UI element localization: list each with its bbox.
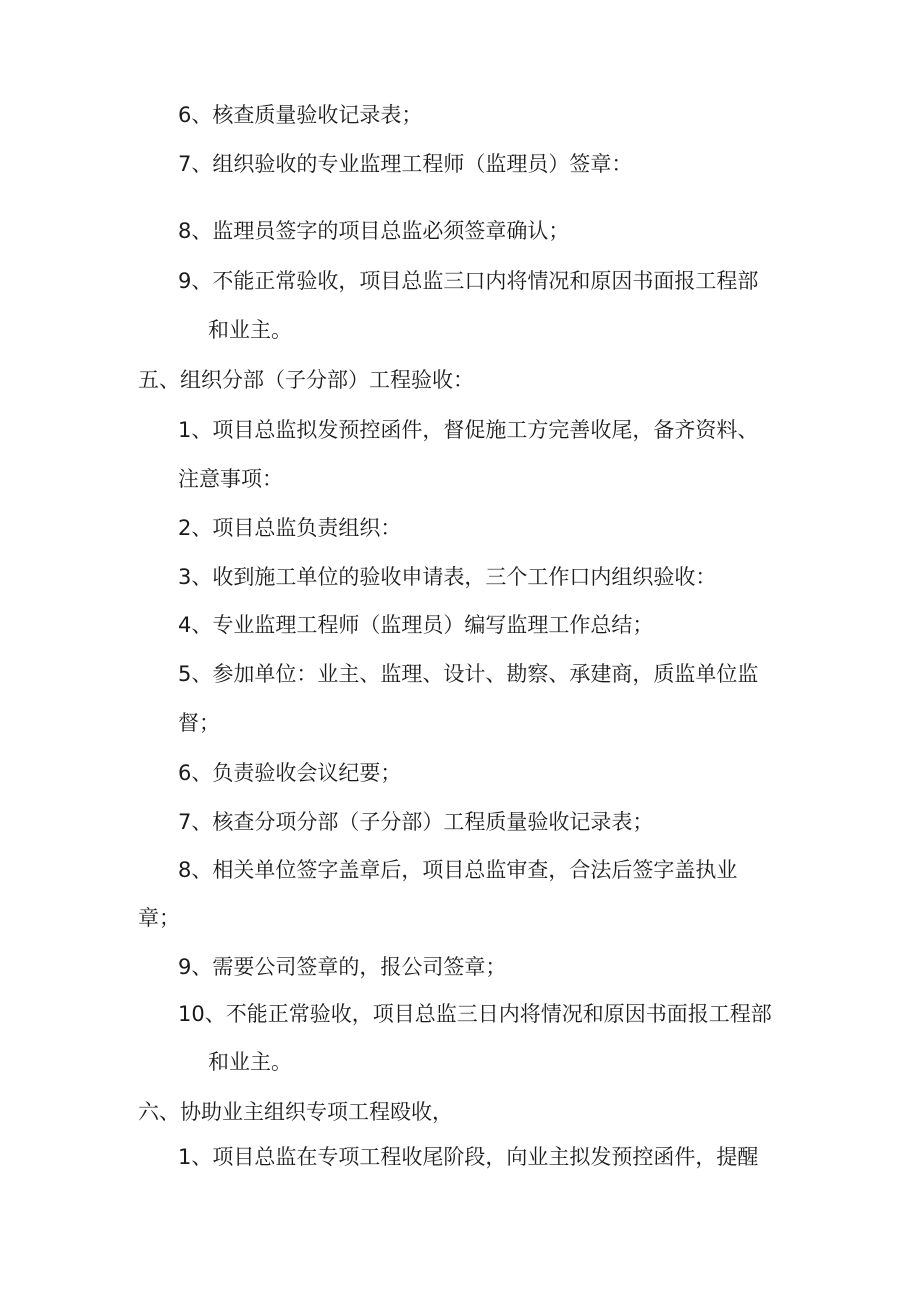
list-item: 8、监理员签字的项目总监必须签章确认； <box>178 219 570 243</box>
list-item: 6、负责验收会议纪要； <box>178 761 402 785</box>
list-item: 2、项目总监负责组织： <box>178 516 402 540</box>
list-item-continuation: 督； <box>178 711 220 735</box>
list-item: 7、组织验收的专业监理工程师（监理员）签章： <box>178 152 633 176</box>
list-item: 8、相关单位签字盖章后，项目总监审查，合法后签字盖执业 <box>178 858 738 882</box>
section-heading: 六、协助业主组织专项工程殴收， <box>138 1100 453 1124</box>
section-heading: 五、组织分部（子分部）工程验收： <box>138 368 474 392</box>
list-item: 10、不能正常验收，项目总监三日内将情况和原因书面报工程部 <box>178 1002 772 1026</box>
list-item: 7、核查分项分部（子分部）工程质量验收记录表； <box>178 810 654 834</box>
list-item: 6、核查质量验收记录表； <box>178 103 423 127</box>
list-item: 4、专业监理工程师（监理员）编写监理工作总结； <box>178 613 654 637</box>
list-item: 3、收到施工单位的验收申请表，三个工作口内组织验收： <box>178 565 717 589</box>
list-item-continuation: 注意事项： <box>178 467 283 491</box>
list-item-continuation: 和业主。 <box>208 1050 292 1074</box>
list-item: 1、项目总监拟发预控函件，督促施工方完善收尾，备齐资料、 <box>178 418 759 442</box>
list-item: 9、需要公司签章的，报公司签章； <box>178 955 507 979</box>
list-item-continuation: 和业主。 <box>208 318 292 342</box>
list-item: 9、不能正常验收，项目总监三口内将情况和原因书面报工程部 <box>178 269 759 293</box>
list-item-continuation: 章； <box>138 906 180 930</box>
list-item: 1、项目总监在专项工程收尾阶段，向业主拟发预控函件，提醒 <box>178 1145 759 1169</box>
list-item: 5、参加单位：业主、监理、设计、勘察、承建商，质监单位监 <box>178 662 759 686</box>
